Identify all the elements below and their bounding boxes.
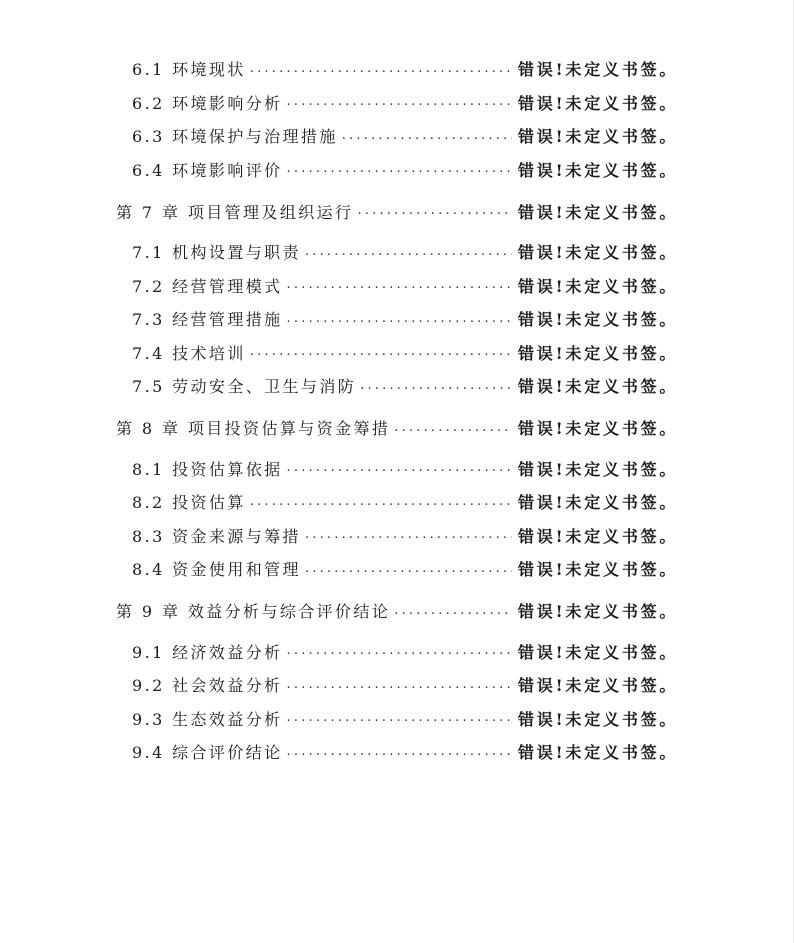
toc-dot-leader [287,277,512,293]
toc-section-entry[interactable] [0,302,794,336]
toc-page-reference: 错误!未定义书签。 [518,642,679,662]
toc-section-entry[interactable] [0,635,794,669]
toc-page-reference: 错误!未定义书签。 [518,459,679,479]
toc-entry-title: 7.5 劳动安全、卫生与消防 [132,377,357,397]
toc-section-entry[interactable] [0,153,794,187]
toc-section-entry[interactable] [0,336,794,370]
toc-page-reference: 错误!未定义书签。 [518,602,679,621]
toc-entry-title: 8.2 投资估算 [132,493,246,513]
toc-entry-title: 9.1 经济效益分析 [132,642,283,662]
toc-page-reference: 错误!未定义书签。 [518,310,679,330]
toc-page-reference: 错误!未定义书签。 [518,202,679,222]
toc-dot-leader [305,527,512,543]
toc-entry-title: 7.3 经营管理措施 [132,310,283,330]
toc-dot-leader [287,677,512,693]
toc-entry-title: 7.1 机构设置与职责 [132,243,301,263]
toc-entry-title: 6.1 环境现状 [132,60,246,80]
toc-dot-leader [394,420,512,436]
toc-section-entry[interactable] [0,552,794,586]
toc-section-entry[interactable] [0,52,794,86]
toc-chapter-entry[interactable] [0,407,794,449]
toc-dot-leader [342,128,512,144]
toc-entry-title: 8.3 资金来源与筹措 [132,526,301,546]
toc-entry-title: 第 9 章 效益分析与综合评价结论 [116,602,391,621]
toc-entry-title: 9.4 综合评价结论 [132,743,283,763]
toc-section-entry[interactable] [0,119,794,153]
toc-section-entry[interactable] [0,485,794,519]
toc-entry-title: 第 7 章 项目管理及组织运行 [116,202,354,222]
toc-entry-title: 6.3 环境保护与治理措施 [132,127,338,147]
toc-dot-leader [357,203,512,219]
toc-entry-title: 6.2 环境影响分析 [132,93,283,113]
toc-dot-leader [287,643,512,659]
toc-dot-leader [287,710,512,726]
toc-page-reference: 错误!未定义书签。 [518,377,679,397]
toc-section-entry[interactable] [0,86,794,120]
toc-dot-leader [287,94,512,110]
toc-entry-title: 第 8 章 项目投资估算与资金筹措 [116,419,391,438]
toc-page-reference: 错误!未定义书签。 [518,560,679,580]
toc-dot-leader [305,244,512,260]
toc-dot-leader [287,161,512,177]
toc-page-reference: 错误!未定义书签。 [518,419,679,438]
toc-dot-leader [287,460,512,476]
toc-dot-leader [287,744,512,760]
toc-entry-title: 6.4 环境影响评价 [132,160,283,180]
toc-page-reference: 错误!未定义书签。 [518,160,679,180]
toc-page-reference: 错误!未定义书签。 [518,676,679,696]
toc-page-reference: 错误!未定义书签。 [518,709,679,729]
toc-chapter-entry[interactable] [0,190,794,232]
toc-page-reference: 错误!未定义书签。 [518,493,679,513]
toc-section-entry[interactable] [0,369,794,403]
toc-entry-title: 9.2 社会效益分析 [132,676,283,696]
toc-dot-leader [250,494,512,510]
toc-page-reference: 错误!未定义书签。 [518,93,679,113]
toc-entry-title: 9.3 生态效益分析 [132,709,283,729]
toc-section-entry[interactable] [0,452,794,486]
table-of-contents [0,52,794,769]
toc-dot-leader [305,561,512,577]
toc-dot-leader [250,61,512,77]
toc-page-reference: 错误!未定义书签。 [518,243,679,263]
toc-section-entry[interactable] [0,235,794,269]
toc-section-entry[interactable] [0,269,794,303]
toc-dot-leader [394,603,512,619]
toc-page-reference: 错误!未定义书签。 [518,743,679,763]
toc-section-entry[interactable] [0,668,794,702]
toc-section-entry[interactable] [0,702,794,736]
toc-entry-title: 7.2 经营管理模式 [132,276,283,296]
toc-dot-leader [360,378,512,394]
toc-entry-title: 7.4 技术培训 [132,343,246,363]
toc-page-reference: 错误!未定义书签。 [518,343,679,363]
toc-chapter-entry[interactable] [0,590,794,632]
toc-entry-title: 8.4 资金使用和管理 [132,560,301,580]
toc-dot-leader [287,311,512,327]
toc-page-reference: 错误!未定义书签。 [518,526,679,546]
toc-entry-title: 8.1 投资估算依据 [132,459,283,479]
toc-page-reference: 错误!未定义书签。 [518,60,679,80]
toc-page-reference: 错误!未定义书签。 [518,127,679,147]
toc-dot-leader [250,344,512,360]
toc-section-entry[interactable] [0,735,794,769]
toc-section-entry[interactable] [0,519,794,553]
toc-page-reference: 错误!未定义书签。 [518,276,679,296]
